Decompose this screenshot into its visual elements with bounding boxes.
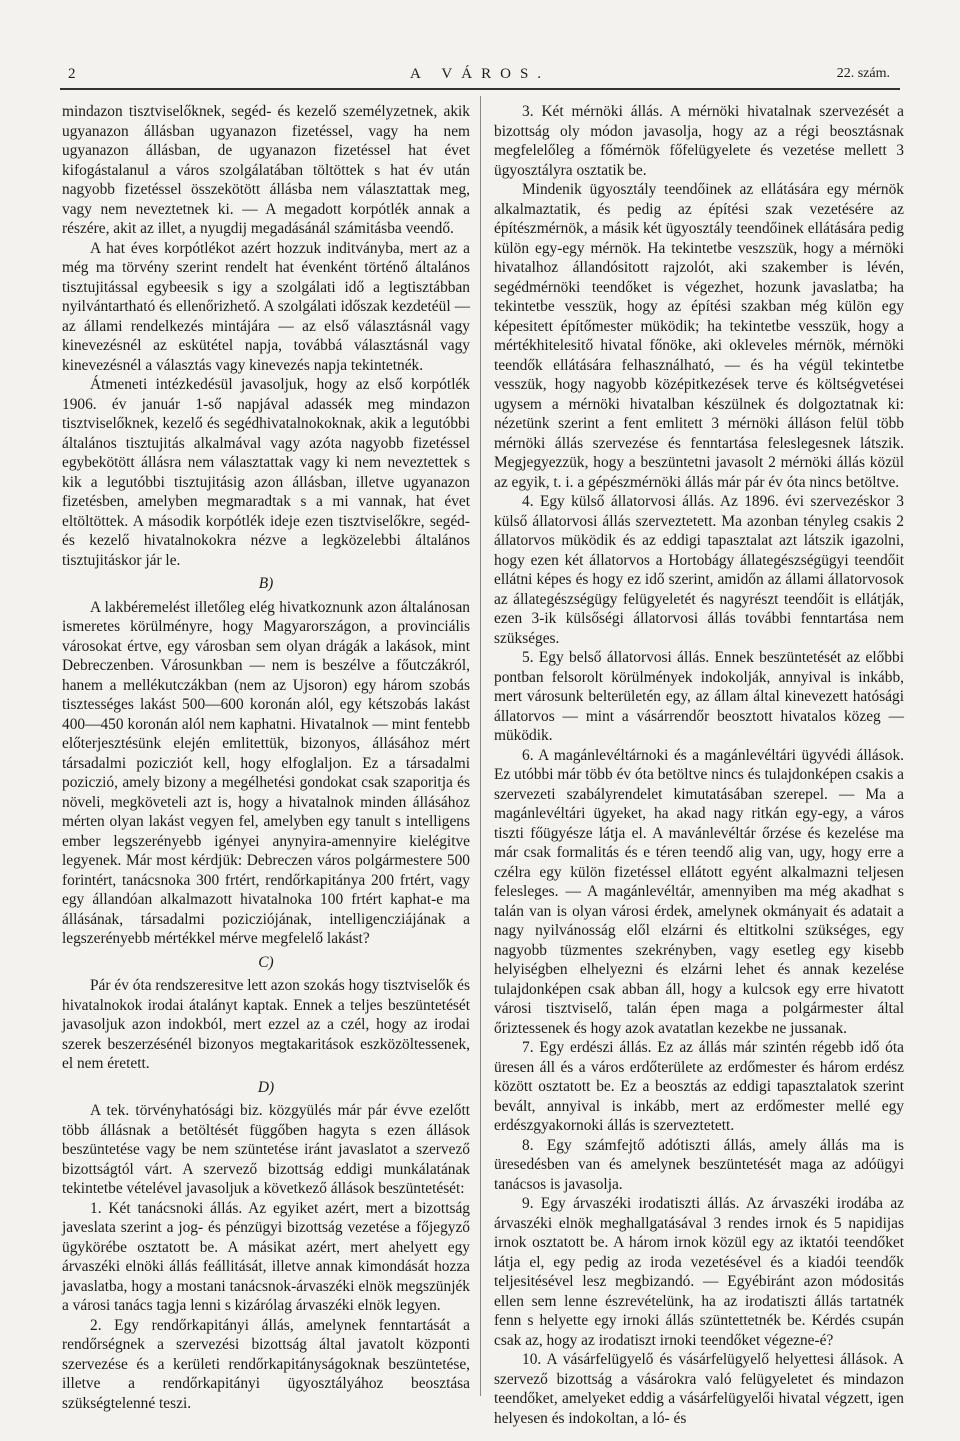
paragraph: 4. Egy külső állatorvosi állás. Az 1896. évi szervezéskor 3 külső állatorvosi állás szerveztetett. Ma azonban tényleg csakis 2 állatorvos müködik és az eddigi tapasztalat azt látszik igazolni, hogy ezen két állatorvos a Hortobágy állategészségügyi teendőit ellátni képes és hogy ez idő szerint, amidőn az állami állatorvosok az állategészségügy felügyeletét és nagyrészt teendőit is ellátják, ezen 3-ik külsőségi állatorvosi állás további fenntartása nem szükséges. [494,493,904,647]
paragraph: 5. Egy belső állatorvosi állás. Ennek beszüntetését az előbbi pontban felsorolt körülmények indokolják, annyival is inkább, mert városunk belterületén egy, az állam által kinevezett hatósági állatorvos — mint a vásárrendőr beosztott hivatalos közeg — müködik. [494,649,904,744]
section-heading: C) [258,953,274,971]
paragraph: mindazon tisztviselőknek, segéd- és kezelő személyzetnek, akik ugyanazon állásban ugyanazon fizetéssel, vagy ha nem ugyanazon állásban, de ugyanazon fizetéssel hat évet kifogástalanul a város szolgálatában töltöttek s hat év után nagyobb fizetéssel összekötött állásba nem választattak meg, vagy nem neveztetnek ki. — A megadott korpótlék annak a részére, akit az illet, a nyugdij megadásánál számitásba veendő. [62,103,470,237]
right-column [494,102,904,1428]
left-column [62,102,470,1413]
paragraph: Mindenik ügyosztály teendőinek az ellátására egy mérnök alkalmaztatik, és pedig az építési szak vezetésére az építészmérnök, a másik két ügyosztály teendőinek ellátására pedig külön egy-egy mérnök. Ha tekintetbe veszszük, hogy a mérnöki hivatalhoz állandósitott rajzolót, aki szakember is lévén, segédmérnöki teendőket is végezhet, hozunk javaslatba; ha tekintetbe vesszük, hogy az építési szakban még külön egy képesitett építőmester müködik; ha tekintetbe vesszük, hogy a mértékhitelesitő hivatal főnöke, aki okleveles mérnök, mérnöki teendők ellátására felhasználható, — és ha végül tekintetbe vesszük, hogy nagyobb középitkezések terve és költségvetései ugysem a mérnöki hivatalban készülnek és dolgoztatnak ki: nézetünk szerint a fent emlitett 3 mérnöki álláson felül több mérnöki állás szervezése és fenntartása feleslegesnek látszik. Megjegyezzük, hogy a beszüntetni javasolt 2 mérnöki állás közül az egyik, t. i. a gépészmérnöki állás már pár év óta nincs betöltve. [494,181,904,491]
page-number: 2 [68,66,76,82]
page-header [60,66,900,88]
paragraph: 6. A magánlevéltárnoki és a magánlevéltári ügyvédi állások. Ez utóbbi már több év óta betöltve nincs és tulajdonképen csakis a szervezeti szabályrendelet kimutatásában szerepel. — Ma a magánlevéltári ügyeket, ha akad nagy ritkán egy-egy, a város tiszti főügyésze látja el. A mavánlevéltár őrzése és kezelése ma már csak formalitás és e téren teendő alig van, ugy, hogy erre a czélra egy külön fizetéssel ellátott egyént alkalmazni teljesen felesleges. — A magánlevéltár, amennyiben ma még akadhat s talán van is olyan városi érdek, amelynek okmányait és adatait a nagy nyilvánosság elől elzárni és eltitkolni szükséges, egy nagyobb tüzmentes szekrényben, vagy esetleg egy kisebb helyiségben elhelyezni és elzárni lehet és annak kezelése tulajdonképen csak abban áll, hogy a kulcsok egy erre hivatott városi tisztviselő, talán épen maga a polgármester által őriztessenek és hogy azok avatatlan kezekbe ne jussanak. [494,746,904,1037]
paragraph: 7. Egy erdészi állás. Ez az állás már szintén régebb idő óta üresen áll és a város erdőterülete az erdőmester és három erdész között osztatott be. Ez a beosztás az eddigi tapasztalatok szerint bevált, annyival is inkább, mert az erdőmester mellé egy erdészgyakornoki állás is szerveztetett. [494,1039,904,1134]
paragraph: Pár év óta rendszeresitve lett azon szokás hogy tisztviselők és hivatalnokok irodai átalányt kaptak. Ennek a teljes beszüntetését javasoljuk azon indokból, mert ezzel az a czél, hogy az irodai szerek beszerzésénél bizonyos megtakaritások eszközöltessenek, el nem éretett. [62,977,470,1072]
paragraph: 1. Két tanácsnoki állás. Az egyiket azért, mert a bizottság javeslata szerint a jog- és pénzügyi bizottság vezetése a főjegyző ügykörébe osztatott be. A másikat azért, mert ahelyett egy árvaszéki elnöki állás feállitását, illetve annak kimondását hozza javaslatba, hogy a mostani tanácsnok-árvaszéki elnök megszünjék a városi tanács tagja lenni s kizárólag árvaszéki elnök legyen. [62,1199,470,1314]
section-heading: D) [257,1078,275,1096]
paragraph: 10. A vásárfelügyelő és vásárfelügyelő helyettesi állások. A szervező bizottság a vásárokra való felügyeletet és mindazon teendőket, amelyeket eddig a vásárfelügyelői hivatal végzett, igen helyesen és indokoltan, a ló- és [494,1351,904,1427]
paragraph: 9. Egy árvaszéki irodatiszti állás. Az árvaszéki irodába az árvaszéki elnök meghallgatásával 3 rendes irnok és 5 napidijas irnok osztatott be. A három irnok közül egy az iktatói teendőket látja el, egy pedig az iroda vezetésével és a kiadói teendők teljesitésével lesz megbizandó. — Egyébiránt azon módositás ellen sem lenne észrevételünk, ha az irodatiszti állás tartatnék fenn s helyette egy irnoki állás szüntettetnék be. Kérdés csupán csak az, hogy az irodatiszt irnoki teendőket végezne-é? [494,1195,904,1349]
issue-number: 22. szám. [836,66,890,81]
paragraph: A tek. törvényhatósági biz. közgyülés már pár évve ezelőtt több állásnak a betöltését függőben hagyta s ezen állások beszüntetése vagy be nem szüntetése iránt javaslatot a szervező bizottságtól várt. A szervező bizottság eddigi munkálatának tekintetbe vételével javasoljuk a következő állások beszüntetését: [62,1102,470,1197]
paragraph: Átmeneti intézkedésül javasoljuk, hogy az első korpótlék 1906. év január 1-ső napjával adassék meg mindazon tisztviselőknek, kezelő és segédhivatalnokoknak, akik a legutóbbi általános tisztujitás alkalmával vagy azóta nagyobb fizetéssel egybekötött állásra nem választattak vagy ki nem neveztettek s kik a legutóbbi tisztujitásig azon állásban, illetve ugyanazon fizetésben, amelyben megmaradtak s a mi vannak, hat évet eltöltöttek. A második korpótlék ideje ezen tisztviselőkre, segéd- és kezelő hivatalnokokra nézve a legközelebbi általános tisztujitáskor jár le. [62,376,470,569]
paragraph: 2. Egy rendőrkapitányi állás, amelynek fenntartását a rendőrségnek a szervezési bizottság által javatolt központi szervezése és a kerületi rendőrkapitányságoknak beszüntetése, illetve a rendőrkapitányi ügyosztályához beosztása szükségtelenné teszi. [62,1316,470,1412]
paragraph: A lakbéremelést illetőleg elég hivatkoznunk azon általánosan ismeretes körülményre, hogy Magyarországon, a provinciális városokat értve, egy városban sem olyan drágák a lakások, mint Debreczenben. Városunkban — nem is beszélve a főutczákról, hanem a mellékutczákban (nem az Ujsoron) egy három szobás tisztességes lakást 500—600 koronán alól, egy kétszobás lakást 400—450 koronán alól nem kaphatni. Hivatalnok — mint fentebb előterjesztésünk elején emlitettük, bizonyos, állásához mért társadalmi pozicziót kell, hogy elfoglaljon. Ez a társadalmi poziczió, amely bizony a megélhetési gondokat csak szaporitja és növeli, megköveteli azt is, hogy a hivatalnok minden állásához mérten olyan lakást vegyen fel, amelyben egy tanult s intelligens ember legszerényebb igényei anynyira-amennyire kielégitve legyenek. Már most kérdjük: Debreczen város polgármestere 500 forintért, tanácsnoka 300 frtért, rendőrkapitánya 200 frtért, vagy egy állandóan alkalmazott hivatalnoka 100 frtért kaphat-e ma állásának, társadalmi pozicziójának, intelligencziájának a legszerényebb mértékkel mérve megfelelő lakást? [62,598,470,947]
paragraph: 8. Egy számfejtő adótiszti állás, amely állás ma is üresedésben van és amelynek beszüntetését maga az adóügyi tanácsos is javasolja. [494,1136,904,1193]
publication-title: A VÁROS. [409,66,551,82]
paragraph: 3. Két mérnöki állás. A mérnöki hivatalnak szervezését a bizottság oly módon javasolja, hogy az a régi beosztásnak megfelelőleg a főmérnök főfelügyelete és vezetése mellett 3 ügyosztályra osztatik be. [494,103,904,179]
header-rule [60,88,900,90]
paragraph: A hat éves korpótlékot azért hozzuk inditványba, mert az a még ma törvény szerint rendelt hat évenként történő általános tisztujitással egybeesik s igy a szolgálati idő a legtisztábban nyilvántartható és ellenőrizhető. A szolgálati időszak kezdetéül — az állami rendelkezés mintájára — az első választásnál vagy kinevezésnél az eskütétel napja, továbbá választásnál vagy kinevezésnél a választás vagy kinevezés napja tekintetnék. [62,239,470,374]
column-divider [480,96,481,1396]
section-heading: B) [258,575,274,592]
